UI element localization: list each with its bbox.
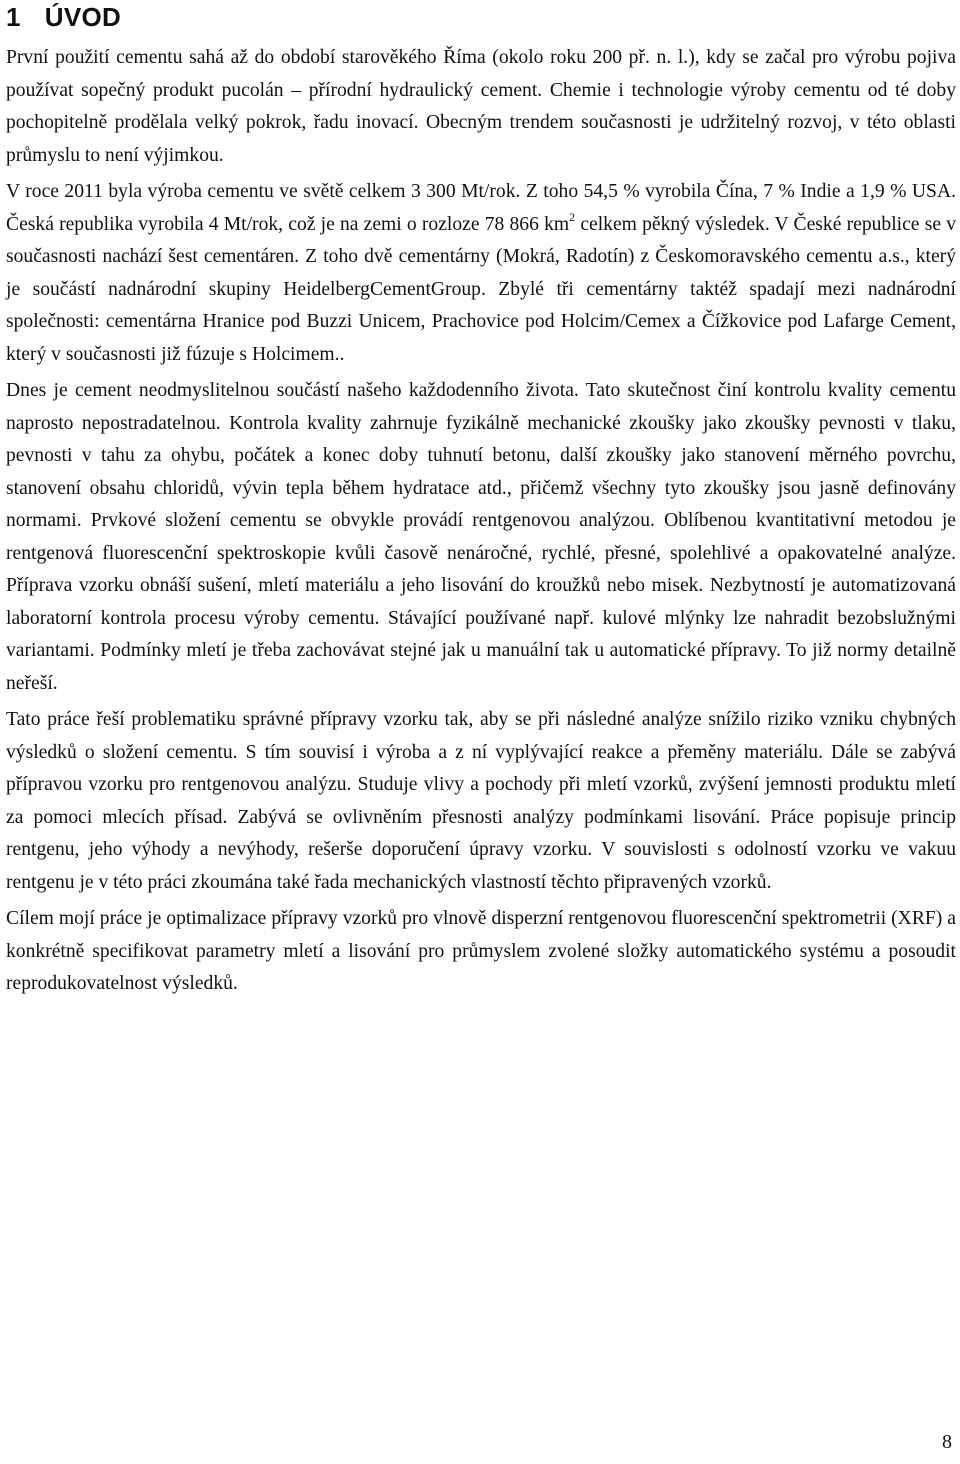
document-page — [6, 0, 956, 1001]
page-number: 8 — [942, 1431, 952, 1453]
paragraph-production-text-2: celkem pěkný výsledek. V České republice se v současnosti nachází šest cementáren. Z toho dvě cementárny (Mokrá, Radotín) z Českomoravského cementu a.s., který je součástí nadnárodní skupiny HeidelbergCementGroup. Zbylé tři cementárny taktéž spadají mezi nadnárodní společnosti: cementárna Hranice pod Buzzi Unicem, Prachovice pod Holcim/Cemex a Čížkovice pod Lafarge Cement, který v současnosti již fúzuje s Holcimem.. — [6, 213, 956, 365]
paragraph-thesis-goal: Cílem mojí práce je optimalizace přípravy vzorků pro vlnově disperzní rentgenovou fluorescenční spektrometrii (XRF) a konkrétně specifikovat parametry mletí a lisování pro průmyslem zvolené složky automatického systému a posoudit reprodukovatelnost výsledků. — [6, 908, 956, 994]
paragraph-quality-control: Dnes je cement neodmyslitelnou součástí našeho každodenního života. Tato skutečnost činí kontrolu kvality cementu naprosto nepostradatelnou. Kontrola kvality zahrnuje fyzikálně mechanické zkoušky jako zkoušky pevnosti v tlaku, pevnosti v tahu za ohybu, počátek a konec doby tuhnutí betonu, další zkoušky jako stanovení měrného povrchu, stanovení obsahu chloridů, vývin tepla během hydratace atd., přičemž všechny tyto zkoušky jsou jasně definovány normami. Prvkové složení cementu se obvykle provádí rentgenovou analýzou. Oblíbenou kvantitativní metodou je rentgenová fluorescenční spektroskopie kvůli časově nenáročné, rychlé, přesné, spolehlivé a opakovatelné analýze. Příprava vzorku obnáší sušení, mletí materiálu a jeho lisování do kroužků nebo misek. Nezbytností je automatizovaná laboratorní kontrola procesu výroby cementu. Stávající používané např. kulové mlýnky lze nahradit bezobslužnými variantami. Podmínky mletí je třeba zachovávat stejné jak u manuální tak u automatické přípravy. To již normy detailně neřeší. — [6, 380, 956, 694]
paragraph-history: První použití cementu sahá až do období starověkého Říma (okolo roku 200 př. n. l.), kdy se začal pro výrobu pojiva používat sopečný produkt pucolán – přírodní hydraulický cement. Chemie i technologie výroby cementu od té doby pochopitelně prodělala velký pokrok, řadu inovací. Obecným trendem současnosti je udržitelný rozvoj, v této oblasti průmyslu to není výjimkou. — [6, 47, 956, 166]
paragraph-production — [6, 176, 956, 371]
paragraph-production-text-1: V roce 2011 byla výroba cementu ve světě celkem 3 300 Mt/rok. Z toho 54,5 % vyrobila Čína, 7 % Indie a 1,9 % USA. Česká republika vyrobila 4 Mt/rok, což je na zemi o rozloze 78 866 km — [6, 181, 956, 235]
superscript-2: 2 — [569, 209, 576, 224]
chapter-heading — [6, 2, 956, 32]
paragraph-thesis-scope: Tato práce řeší problematiku správné přípravy vzorku tak, aby se při následné analýze snížilo riziko vzniku chybných výsledků o složení cementu. S tím souvisí i výroba a z ní vyplývající reakce a přeměny materiálu. Dále se zabývá přípravou vzorku pro rentgenovou analýzu. Studuje vlivy a pochody při mletí vzorků, zvýšení jemnosti produktu mletí za pomoci mlecích přísad. Zabývá se ovlivněním přesnosti analýzy podmínkami lisování. Práce popisuje princip rentgenu, jeho výhody a nevýhody, rešerše doporučení úpravy vzorku. V souvislosti s odolností vzorku ve vakuu rentgenu je v této práci zkoumána také řada mechanických vlastností těchto připravených vzorků. — [6, 709, 956, 893]
chapter-title: ÚVOD — [44, 2, 122, 32]
chapter-number: 1 — [6, 2, 21, 32]
